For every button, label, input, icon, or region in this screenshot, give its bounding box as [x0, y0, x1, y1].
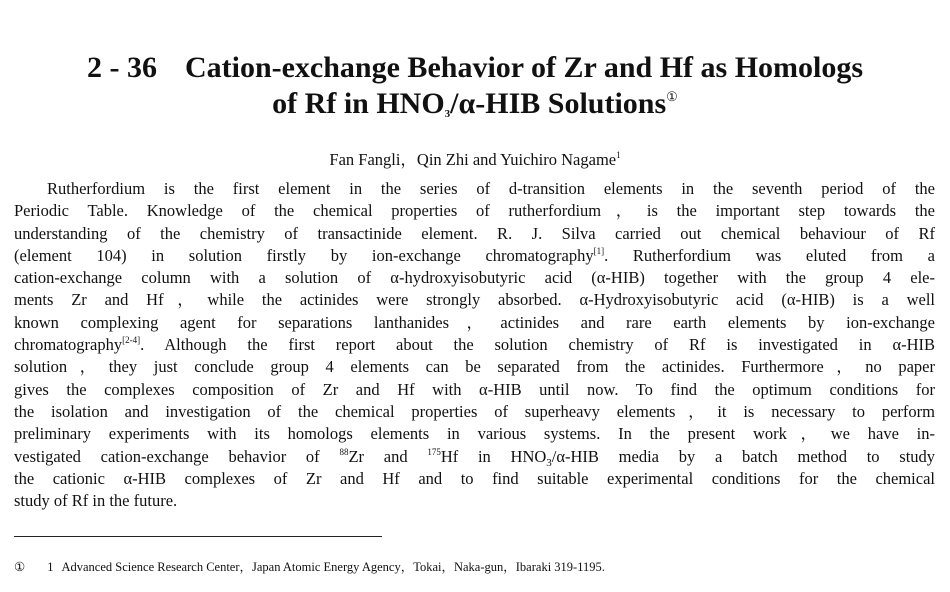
abstract-body	[14, 178, 935, 512]
footnote-rule	[14, 536, 382, 537]
text-line: gives the complexes composition of Zr and Hf with α-HIB until now. To find the optimum conditions for	[14, 379, 935, 399]
text-line: the isolation and investigation of the chemical properties of superheavy elements，it is necessary to perform	[14, 401, 935, 421]
title-line-2	[10, 86, 940, 122]
text-line: study of Rf in the future.	[14, 491, 178, 511]
title-text-2a: of Rf in HNO	[272, 87, 445, 120]
text-line	[14, 334, 935, 356]
text-line	[14, 245, 935, 267]
citation-ref: [1]	[593, 245, 605, 256]
text-segment: (element 104) in solution firstly by ion-exchange chromatography	[14, 245, 594, 265]
text-segment: . Although the first report about the solution chemistry of Rf is investigated in α-HIB	[140, 335, 935, 355]
text-segment: Zr and	[348, 446, 408, 466]
section-number: 2 - 36	[86, 51, 157, 84]
text-line: ments Zr and Hf，while the actinides were strongly absorbed. α-Hydroxyisobutyric acid (α-HIB) is a well	[14, 290, 935, 310]
title-line-1	[10, 50, 940, 86]
text-line: Periodic Table. Knowledge of the chemical properties of rutherfordium，is the important step towards the	[14, 201, 935, 221]
text-line: understanding of the chemistry of transactinide element. R. J. Silva carried out chemical behaviour of Rf	[14, 223, 935, 243]
text-line	[14, 446, 935, 468]
author-names: Fan Fangli，Qin Zhi and Yuichiro Nagame	[329, 150, 617, 169]
text-line: known complexing agent for separations lanthanides，actinides and rare earth elements by ion-exchange	[14, 312, 935, 332]
title-text-1: Cation-exchange Behavior of Zr and Hf as Homologs	[184, 51, 864, 84]
isotope-mass: 88	[339, 446, 349, 457]
text-line: cation-exchange column with a solution of α-hydroxyisobutyric acid (α-HIB) together with the group 4 ele-	[14, 268, 935, 288]
text-line: preliminary experiments with its homologs elements in various systems. In the present work，we have in-	[14, 424, 935, 444]
text-line: the cationic α-HIB complexes of Zr and Hf and to find suitable experimental conditions for the chemical	[14, 468, 935, 488]
title-subscript: 3	[444, 108, 451, 120]
isotope-mass: 175	[427, 446, 441, 457]
text-line: solution，they just conclude group 4 elements can be separated from the actinides. Furthermore，no paper	[14, 357, 935, 377]
footnote-mark: ①	[14, 560, 26, 574]
subscript: 3	[546, 456, 552, 469]
title-text-2b: /α-HIB Solutions	[450, 87, 667, 120]
title-note-mark: ①	[666, 89, 678, 104]
footnote-number: 1	[47, 560, 54, 574]
author-line	[0, 146, 950, 170]
text-segment: . Rutherfordium was eluted from a	[604, 245, 935, 265]
affiliation-marker: 1	[616, 150, 621, 160]
paper-title	[10, 50, 940, 122]
text-segment: /α-HIB media by a batch method to study	[551, 446, 936, 466]
citation-ref: [2-4]	[122, 335, 141, 346]
text-line: Rutherfordium is the first element in the series of d-transition elements in the seventh period of the	[47, 179, 935, 198]
footnote-text: Advanced Science Research Center，Japan Atomic Energy Agency，Tokai，Naka-gun，Ibaraki 319-1195.	[61, 560, 605, 574]
text-segment: Hf in HNO	[440, 446, 547, 466]
footnote	[14, 557, 605, 575]
text-segment: chromatography	[14, 335, 123, 355]
text-segment: vestigated cation-exchange behavior of	[14, 446, 320, 466]
